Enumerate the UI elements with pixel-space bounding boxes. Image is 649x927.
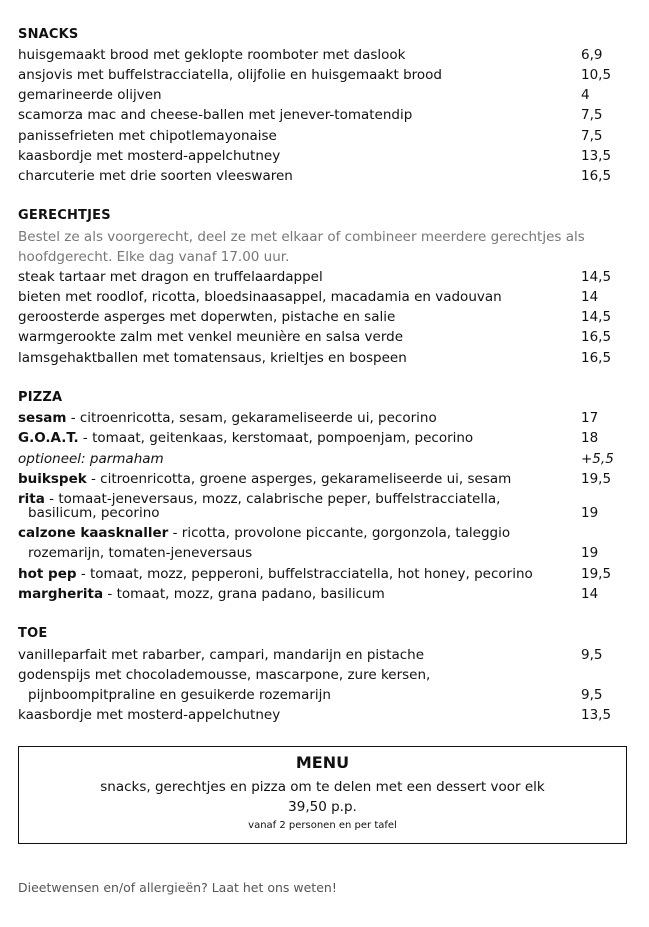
- pizza-description: - tomaat, mozz, grana padano, basilicum: [103, 586, 385, 602]
- menu-item: [18, 146, 612, 166]
- section-heading-gerechtjes: GERECHTJES: [18, 208, 111, 223]
- pizza-description: - citroenricotta, groene asperges, gekarameliseerde ui, sesam: [86, 471, 512, 487]
- pizza-item: [18, 408, 608, 428]
- item-price: 16,5: [581, 350, 612, 366]
- menu-item: [18, 105, 608, 125]
- item-price: 19: [581, 545, 599, 561]
- pizza-description: - tomaat, geitenkaas, kerstomaat, pompoenjam, pecorino: [78, 430, 474, 446]
- item-price: 9,5: [581, 687, 603, 703]
- section-heading-pizza: PIZZA: [18, 390, 63, 405]
- section-intro-line: hoofdgerecht. Elke dag vanaf 17.00 uur.: [18, 249, 290, 265]
- section-heading-snacks: SNACKS: [18, 27, 79, 42]
- item-price: 13,5: [581, 148, 612, 164]
- item-name: huisgemaakt brood met geklopte roomboter met daslook: [18, 47, 406, 63]
- pizza-item: [18, 469, 612, 489]
- item-name: kaasbordje met mosterd-appelchutney: [18, 707, 281, 723]
- pizza-name: hot pep: [18, 566, 77, 582]
- item-price: 18: [581, 430, 599, 446]
- set-menu-title: MENU: [295, 753, 350, 772]
- menu-item: [18, 45, 608, 65]
- item-name: ansjovis met buffelstracciatella, olijfolie en huisgemaakt brood: [18, 67, 442, 83]
- item-price: 7,5: [581, 128, 603, 144]
- item-price: 16,5: [581, 168, 612, 184]
- menu-item: [18, 65, 612, 85]
- option-text: optioneel: parmaham: [18, 451, 164, 467]
- section-heading-toe: TOE: [18, 626, 48, 641]
- pizza-description: - tomaat-jeneversaus, mozz, calabrische peper, buffelstracciatella,: [44, 491, 501, 507]
- pizza-item: [18, 523, 608, 563]
- item-price: 4: [581, 87, 590, 103]
- item-price: 10,5: [581, 67, 612, 83]
- pizza-option: [18, 449, 614, 469]
- pizza-name: calzone kaasknaller: [18, 525, 169, 541]
- pizza-name: margherita: [18, 586, 104, 602]
- item-name: kaasbordje met mosterd-appelchutney: [18, 148, 281, 164]
- item-price: 19,5: [581, 566, 612, 582]
- item-price: 17: [581, 410, 599, 426]
- item-price: 19,5: [581, 471, 612, 487]
- pizza-item: [18, 428, 608, 448]
- pizza-name: rita: [18, 491, 45, 507]
- pizza-description: - ricotta, provolone piccante, gorgonzola, taleggio: [168, 525, 511, 541]
- item-name: geroosterde asperges met doperwten, pistache en salie: [18, 309, 396, 325]
- pizza-name: buikspek: [18, 471, 87, 487]
- set-menu-description: snacks, gerechtjes en pizza om te delen met een dessert voor elk: [100, 779, 545, 795]
- item-price: 13,5: [581, 707, 612, 723]
- menu-item: [18, 166, 612, 186]
- section-intro-line: Bestel ze als voorgerecht, deel ze met elkaar of combineer meerdere gerechtjes als: [18, 229, 585, 245]
- menu-item: [18, 327, 612, 347]
- item-name: godenspijs met chocolademousse, mascarpone, zure kersen,: [18, 667, 431, 683]
- pizza-item: [18, 489, 608, 523]
- item-name: charcuterie met drie soorten vleeswaren: [18, 168, 293, 184]
- menu-item: [18, 705, 612, 725]
- item-price: 16,5: [581, 329, 612, 345]
- pizza-item: [18, 564, 612, 584]
- menu-item: [18, 348, 612, 368]
- item-price: 14,5: [581, 309, 612, 325]
- item-price: 14: [581, 586, 599, 602]
- option-price: +5,5: [581, 451, 614, 467]
- pizza-item: [18, 584, 608, 604]
- item-name: bieten met roodlof, ricotta, bloedsinaasappel, macadamia en vadouvan: [18, 289, 502, 305]
- menu-item: [18, 267, 612, 287]
- item-name-continued: pijnboompitpraline en gesuikerde rozemarijn: [28, 687, 331, 703]
- item-name: gemarineerde olijven: [18, 87, 162, 103]
- pizza-name: G.O.A.T.: [18, 430, 79, 446]
- menu-item: [18, 665, 608, 705]
- menu-item: [18, 126, 608, 146]
- item-name: scamorza mac and cheese-ballen met jenever-tomatendip: [18, 107, 413, 123]
- item-name: vanilleparfait met rabarber, campari, mandarijn en pistache: [18, 647, 425, 663]
- footer-allergy-note: Dieetwensen en/of allergieën? Laat het ons weten!: [18, 880, 337, 895]
- pizza-description: - citroenricotta, sesam, gekarameliseerde ui, pecorino: [66, 410, 437, 426]
- item-price: 14,5: [581, 269, 612, 285]
- pizza-description-continued: rozemarijn, tomaten-jeneversaus: [28, 545, 253, 561]
- item-name: warmgerookte zalm met venkel meunière en salsa verde: [18, 329, 404, 345]
- pizza-description-continued: basilicum, pecorino: [28, 505, 160, 521]
- item-price: 19: [581, 505, 599, 521]
- set-menu-note: vanaf 2 personen en per tafel: [248, 820, 397, 831]
- menu-item: [18, 307, 612, 327]
- item-name: steak tartaar met dragon en truffelaardappel: [18, 269, 323, 285]
- item-price: 14: [581, 289, 599, 305]
- menu-item: [18, 287, 608, 307]
- item-price: 9,5: [581, 647, 603, 663]
- pizza-name: sesam: [18, 410, 67, 426]
- set-menu-price: 39,50 p.p.: [288, 799, 357, 815]
- item-name: panissefrieten met chipotlemayonaise: [18, 128, 277, 144]
- menu-item: [18, 85, 608, 105]
- set-menu-box: [18, 746, 627, 844]
- item-price: 6,9: [581, 47, 603, 63]
- item-price: 7,5: [581, 107, 603, 123]
- menu-item: [18, 645, 608, 665]
- item-name: lamsgehaktballen met tomatensaus, krieltjes en bospeen: [18, 350, 407, 366]
- pizza-description: - tomaat, mozz, pepperoni, buffelstracciatella, hot honey, pecorino: [76, 566, 533, 582]
